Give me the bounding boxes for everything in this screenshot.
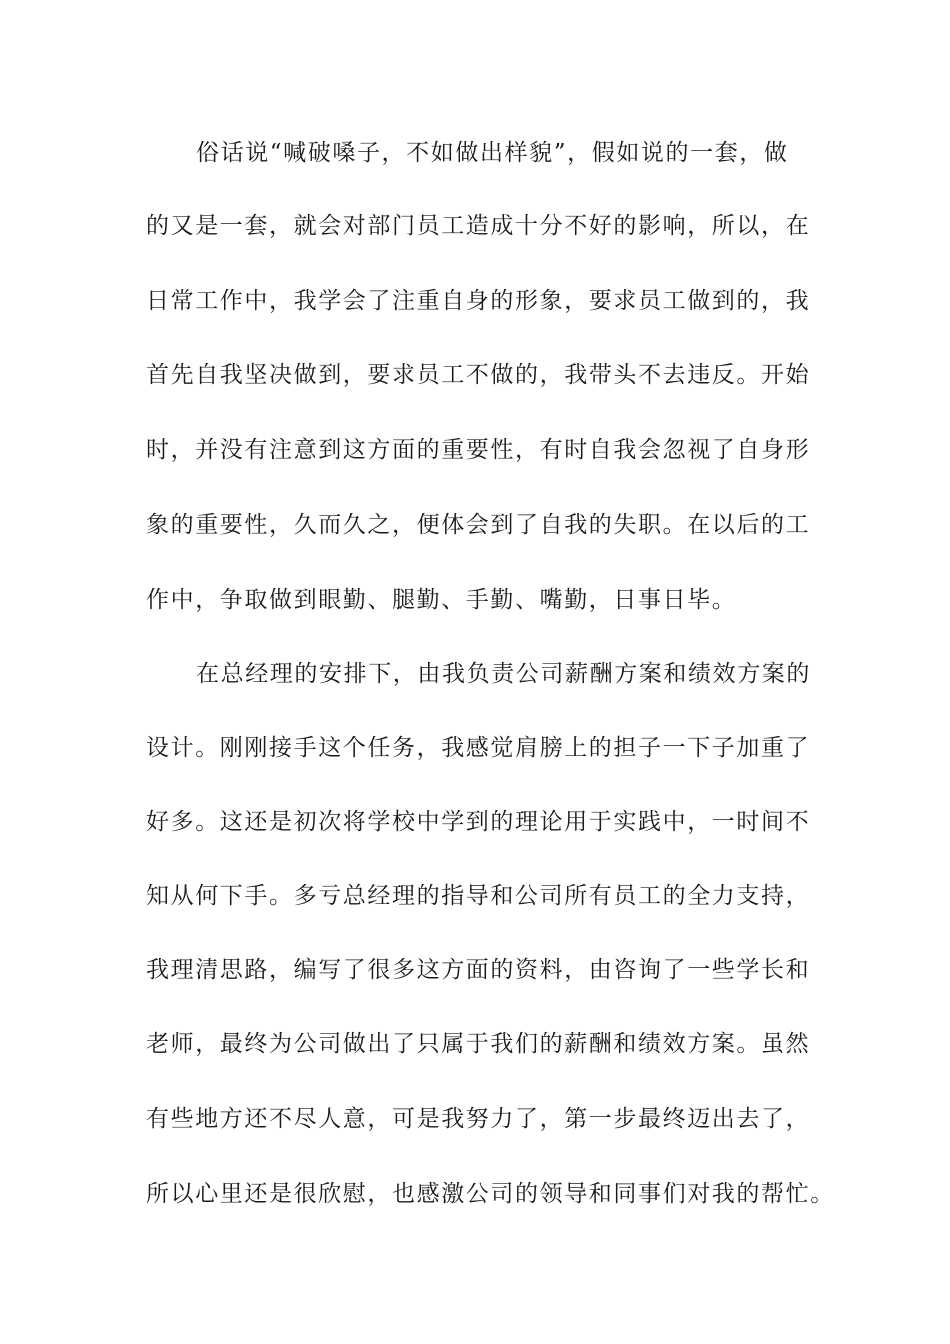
paragraph-line: 有些地方还不尽人意，可是我努力了，第一步最终迈出去了， [146,1106,811,1132]
paragraph-line: 所以心里还是很欣慰，也感激公司的领导和同事们对我的帮忙。 [146,1181,835,1207]
paragraph-line: 设计。刚刚接手这个任务，我感觉肩膀上的担子一下子加重了 [146,735,811,761]
paragraph-line: 象的重要性，久而久之，便体会到了自我的失职。在以后的工 [146,512,811,538]
paragraph-line: 我理清思路，编写了很多这方面的资料，由咨询了一些学长和 [146,957,811,983]
paragraph-line: 首先自我坚决做到，要求员工不做的，我带头不去违反。开始 [146,362,811,388]
paragraph-line: 知从何下手。多亏总经理的指导和公司所有员工的全力支持， [146,883,811,909]
paragraph-line: 好多。这还是初次将学校中学到的理论用于实践中，一时间不 [146,809,811,835]
paragraph-line: 俗话说“喊破嗓子，不如做出样貌”，假如说的一套，做 [196,140,789,166]
paragraph-line: 在总经理的安排下，由我负责公司薪酬方案和绩效方案的 [196,661,811,687]
paragraph-line: 老师，最终为公司做出了只属于我们的薪酬和绩效方案。虽然 [146,1031,811,1057]
paragraph-line: 日常工作中，我学会了注重自身的形象，要求员工做到的，我 [146,288,811,314]
paragraph-line: 时，并没有注意到这方面的重要性，有时自我会忽视了自身形 [146,437,811,463]
paragraph-line: 的又是一套，就会对部门员工造成十分不好的影响，所以，在 [146,213,811,239]
paragraph-line: 作中，争取做到眼勤、腿勤、手勤、嘴勤，日事日毕。 [146,587,737,613]
